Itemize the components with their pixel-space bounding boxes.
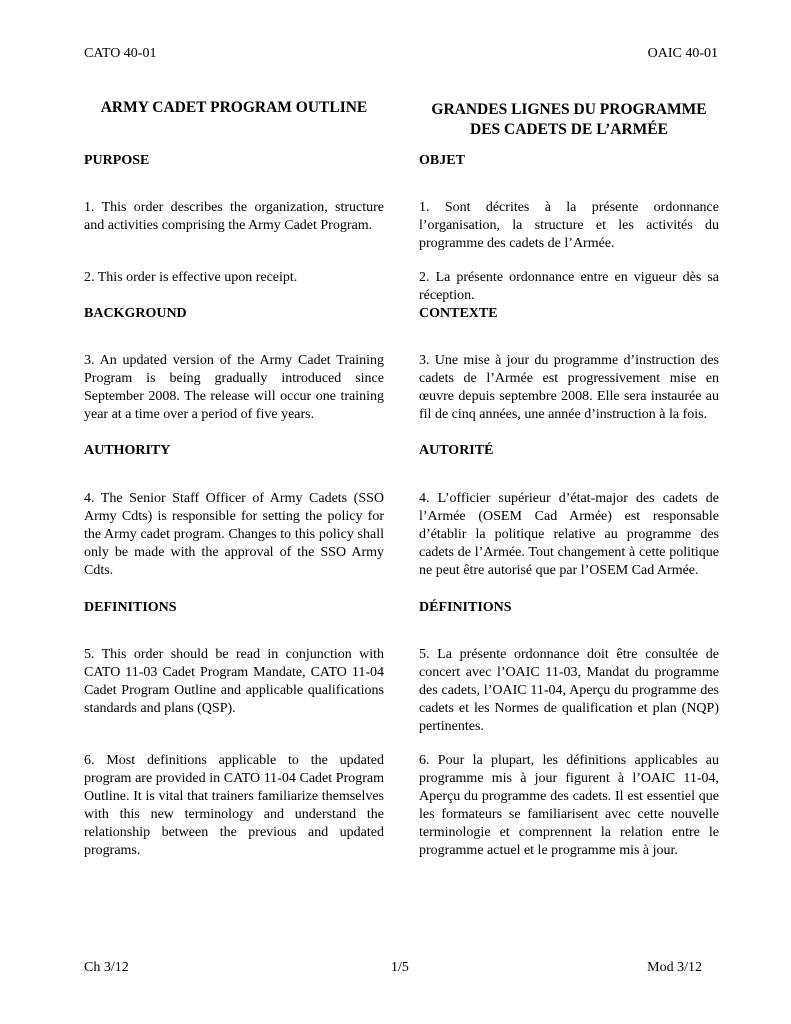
- title-fr: GRANDES LIGNES DU PROGRAMME DES CADETS DE L’ARMÉE: [431, 101, 707, 139]
- section-heading-purpose-fr: OBJET: [419, 153, 465, 168]
- section-heading-authority-en: AUTHORITY: [84, 443, 171, 458]
- section-heading-definitions-en: DEFINITIONS: [84, 600, 177, 615]
- page-number: 1/5: [391, 960, 409, 975]
- paragraph-1-en: 1. This order describes the organization, structure and activities comprising the Army Cadet Program.: [84, 200, 384, 233]
- section-heading-purpose-en: PURPOSE: [84, 153, 150, 168]
- section-heading-definitions-fr: DÉFINITIONS: [419, 600, 512, 615]
- paragraph-1-fr: 1. Sont décrites à la présente ordonnance l’organisation, la structure et les activités du programme des cadets de l’Armée.: [419, 200, 719, 251]
- section-heading-background-fr: CONTEXTE: [419, 306, 498, 321]
- paragraph-6-en: 6. Most definitions applicable to the updated program are provided in CATO 11-04 Cadet Program Outline. It is vital that trainers familiarize themselves with this new terminology and understand the relationship between the previous and updated programs.: [84, 753, 384, 858]
- paragraph-6-fr: 6. Pour la plupart, les définitions applicables au programme mis à jour figurent à l’OAIC 11-04, Aperçu du programme des cadets. Il est essentiel que les formateurs se familiarisent avec cette nouvelle terminologie et comprennent la relation entre le programme actuel et le programme mis à jour.: [419, 753, 719, 858]
- paragraph-4-fr: 4. L’officier supérieur d’état-major des cadets de l’Armée (OSEM Cad Armée) est responsable d’établir la politique relative au programme des cadets de l’Armée. Tout changement à cette politique ne peut être autorisé que par l’OSEM Cad Armée.: [419, 491, 719, 578]
- section-heading-background-en: BACKGROUND: [84, 306, 187, 321]
- paragraph-4-en: 4. The Senior Staff Officer of Army Cadets (SSO Army Cdts) is responsible for setting the policy for the Army cadet program. Changes to this policy shall only be made with the approval of the SSO Army Cdts.: [84, 491, 384, 578]
- title-en: ARMY CADET PROGRAM OUTLINE: [100, 99, 368, 117]
- paragraph-2-fr: 2. La présente ordonnance entre en vigueur dès sa réception.: [419, 270, 719, 303]
- header-right: OAIC 40-01: [647, 46, 718, 61]
- paragraph-3-en: 3. An updated version of the Army Cadet Training Program is being gradually introduced since September 2008. The release will occur one training year at a time over a period of five years.: [84, 353, 384, 422]
- footer-left: Ch 3/12: [84, 960, 129, 975]
- header-left: CATO 40-01: [84, 46, 157, 61]
- paragraph-3-fr: 3. Une mise à jour du programme d’instruction des cadets de l’Armée est progressivement mise en œuvre depuis septembre 2008. Elle sera instaurée au fil de cinq années, une année d’instruction à la fois.: [419, 353, 719, 422]
- paragraph-5-fr: 5. La présente ordonnance doit être consultée de concert avec l’OAIC 11-03, Mandat du programme des cadets, l’OAIC 11-04, Aperçu du programme des cadets et les Normes de qualification et plan (NQP) pertinentes.: [419, 647, 719, 734]
- section-heading-authority-fr: AUTORITÉ: [419, 443, 494, 458]
- footer-right: Mod 3/12: [647, 960, 702, 975]
- paragraph-2-en: 2. This order is effective upon receipt.: [84, 270, 298, 285]
- paragraph-5-en: 5. This order should be read in conjunction with CATO 11-03 Cadet Program Mandate, CATO 11-04 Cadet Program Outline and applicable qualifications standards and plans (QSP).: [84, 647, 384, 716]
